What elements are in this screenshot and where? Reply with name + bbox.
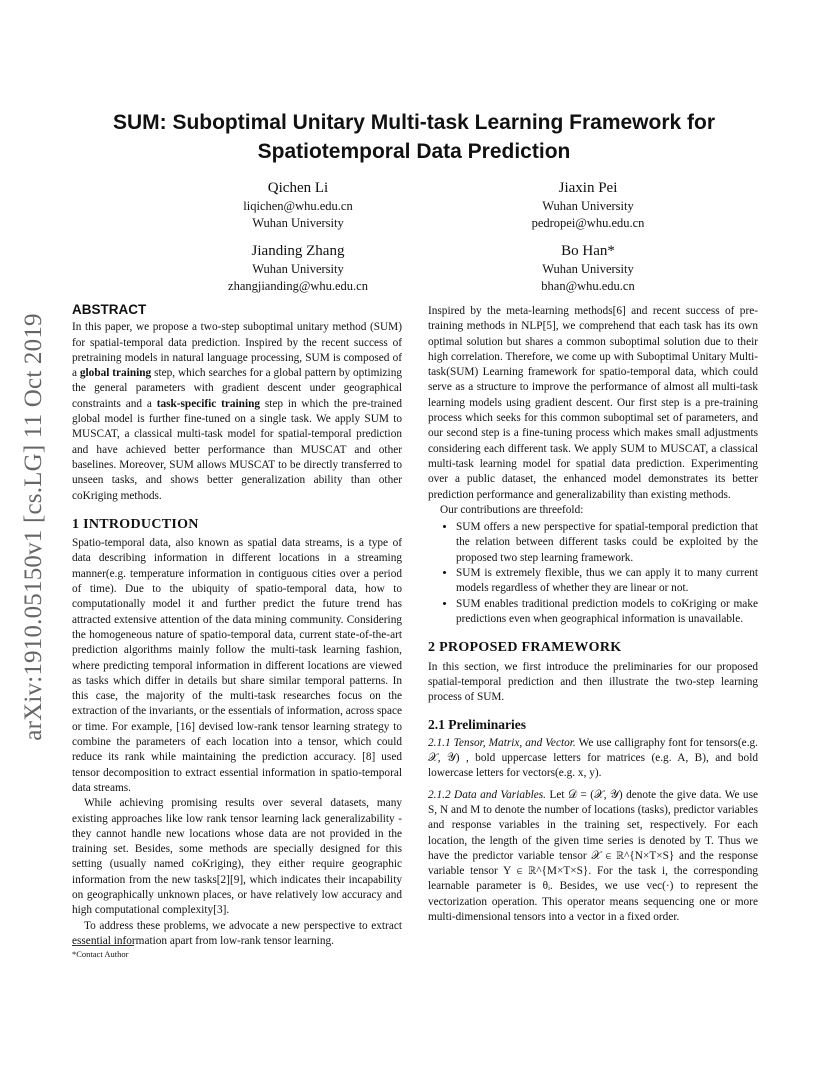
author-block xyxy=(168,241,428,294)
body-paragraph: Our contributions are threefold: xyxy=(440,503,584,516)
author-affiliation: Wuhan University xyxy=(252,262,344,276)
author-name: Bo Han* xyxy=(561,243,615,259)
author-block xyxy=(168,178,428,231)
author-block xyxy=(458,241,718,294)
footnote: *Contact Author xyxy=(72,949,129,959)
author-affiliation: Wuhan University xyxy=(252,215,344,230)
author-email: bhan@whu.edu.cn xyxy=(541,278,635,293)
section-heading-introduction: 1 INTRODUCTION xyxy=(72,516,199,532)
body-paragraph: 2.1.2 Data and Variables. Let 𝒟 = (𝒳, 𝒴) denote the give data. We use S, N and M to denote the number of locations (tasks), predictor variables and response variables in the training set, respectively. For each location, the length of the given time series is denoted by T. Thus we have the predictor variable tensor 𝒳 ∈ ℝ^{N×T×S} and the response variable tensor Y ∈ ℝ^{M×T×S}. For the task i, the corresponding learnable parameter is θᵢ. Besides, we use vec(·) to represent the vectorization operation. This operator means sequencing one or more multi-dimensional tensors into a vector in a fixed order. xyxy=(428,788,758,923)
arxiv-identifier: arXiv:1910.05150v1 [cs.LG] 11 Oct 2019 xyxy=(20,313,47,741)
intro-paragraph: To address these problems, we advocate a new perspective to extract essential information apart from low-rank tensor learning. xyxy=(72,919,402,947)
author-name: Qichen Li xyxy=(267,180,329,196)
author-block xyxy=(458,178,718,231)
author-name: Jiaxin Pei xyxy=(558,180,618,196)
author-name: Jianding Zhang xyxy=(251,243,345,259)
intro-paragraph: Spatio-temporal data, also known as spatial data streams, is a type of data describing information in different locations in a streaming manner(e.g. temperature information in contiguous cities over a period of time). Due to the ubiquity of spatio-temporal data, how to computationally model it and further predict the future trend has attracted extensive attention of the data mining community. Considering the homogeneous nature of spatio-temporal data, current state-of-the-art prediction algorithms mainly follow the multi-task learning fashion, where predicting temporal information in different locations are viewed as tasks which differ in details but share similar temporal patterns. In this case, the majority of the multi-task researches focus on the extraction of the invariants, or the essentials of information, across space or time. For example, [16] devised low-rank tensor learning strategy to combine the parameters of each location into a tensor, which could reduce its rank while maintaining the prediction accuracy. [8] used tensor decomposition to extract essential information in spatio-temporal data streams. xyxy=(72,537,402,794)
abstract-heading: ABSTRACT xyxy=(72,302,147,317)
body-paragraph: 2.1.1 Tensor, Matrix, and Vector. We use calligraphy font for tensors(e.g. 𝒳, 𝒴) , bold uppercase letters for matrices (e.g. A, B), and bold lowercase letters for vectors(e.g. x, y). xyxy=(428,736,758,780)
footnote-rule xyxy=(72,945,134,946)
list-item: • SUM enables traditional prediction models to coKriging or make predictions even when geographical information is unavailable. xyxy=(456,597,758,628)
intro-paragraph: While achieving promising results over several datasets, many existing approaches like low rank tensor learning lack generalizability - they cannot handle new locations whose data are not provided in the training set. Besides, some methods are specially designed for this setting (usually named coKriging), they either require geographic information from the new tasks[2][9], which indicates their incapability on geographically unknown places, or have relatively low accuracy and high computational complexity[3]. xyxy=(72,797,402,917)
body-paragraph: Inspired by the meta-learning methods[6] and recent success of pre-training methods in NLP[5], we comprehend that each task has its own optimal solution but shares a common suboptimal solution due to their high correlation. Therefore, we come up with Suboptimal Unitary Multi-task(SUM) Learning framework for spatio-temporal data, which could serve as a structure to improve the performance of almost all multi-task learning models using gradient descent. Our first step is a pre-training process which seeks for this common suboptimal set of parameters, and our second step is a fine-tuning process which makes small adjustments considering each different task. We apply SUM to MUSCAT, a classical multi-task learning model for spatial data prediction. Experimenting over a public dataset, the enhanced model demonstrates its better prediction performance and generalizability than existing methods. xyxy=(428,305,758,501)
author-email: zhangjianding@whu.edu.cn xyxy=(228,278,368,293)
author-email: liqichen@whu.edu.cn xyxy=(243,199,353,213)
left-column xyxy=(72,302,402,949)
author-email: pedropei@whu.edu.cn xyxy=(531,215,645,230)
section-heading-framework: 2 PROPOSED FRAMEWORK xyxy=(428,640,622,656)
list-item: • SUM is extremely flexible, thus we can apply it to many current models regardless of whether they are linear or not. xyxy=(456,566,758,597)
paper-title: SUM: Suboptimal Unitary Multi-task Learning Framework for Spatiotemporal Data Prediction xyxy=(112,111,716,163)
author-affiliation: Wuhan University xyxy=(542,262,634,276)
right-column xyxy=(428,304,758,925)
subsection-heading: 2.1 Preliminaries xyxy=(428,717,526,733)
list-item: • SUM offers a new perspective for spatial-temporal prediction that the relation between different tasks could be exploited by the proposed two step learning framework. xyxy=(456,520,758,566)
abstract-text: In this paper, we propose a two-step suboptimal unitary method (SUM) for spatial-temporal data prediction. Inspired by the recent success of pretraining models in natural language processing, SUM is composed of a global training step, which searches for a global pattern by optimizing the general parameters with gradient descent under geographical constraints and a task-specific training step in which the pre-trained global model is further fine-tuned on a single task. We apply SUM to MUSCAT, a classical multi-task model for spatial-temporal prediction and have achieved better performance than MUSCAT and other baselines. Moreover, SUM allows MUSCAT to be directly transferred to unseen tasks, and shows better generalization ability than other coKriging methods. xyxy=(72,321,402,502)
body-paragraph: In this section, we first introduce the preliminaries for our proposed spatial-temporal prediction and then illustrate the two-step learning process of SUM. xyxy=(428,660,758,704)
contribution-list xyxy=(428,520,758,627)
author-affiliation: Wuhan University xyxy=(542,199,634,213)
